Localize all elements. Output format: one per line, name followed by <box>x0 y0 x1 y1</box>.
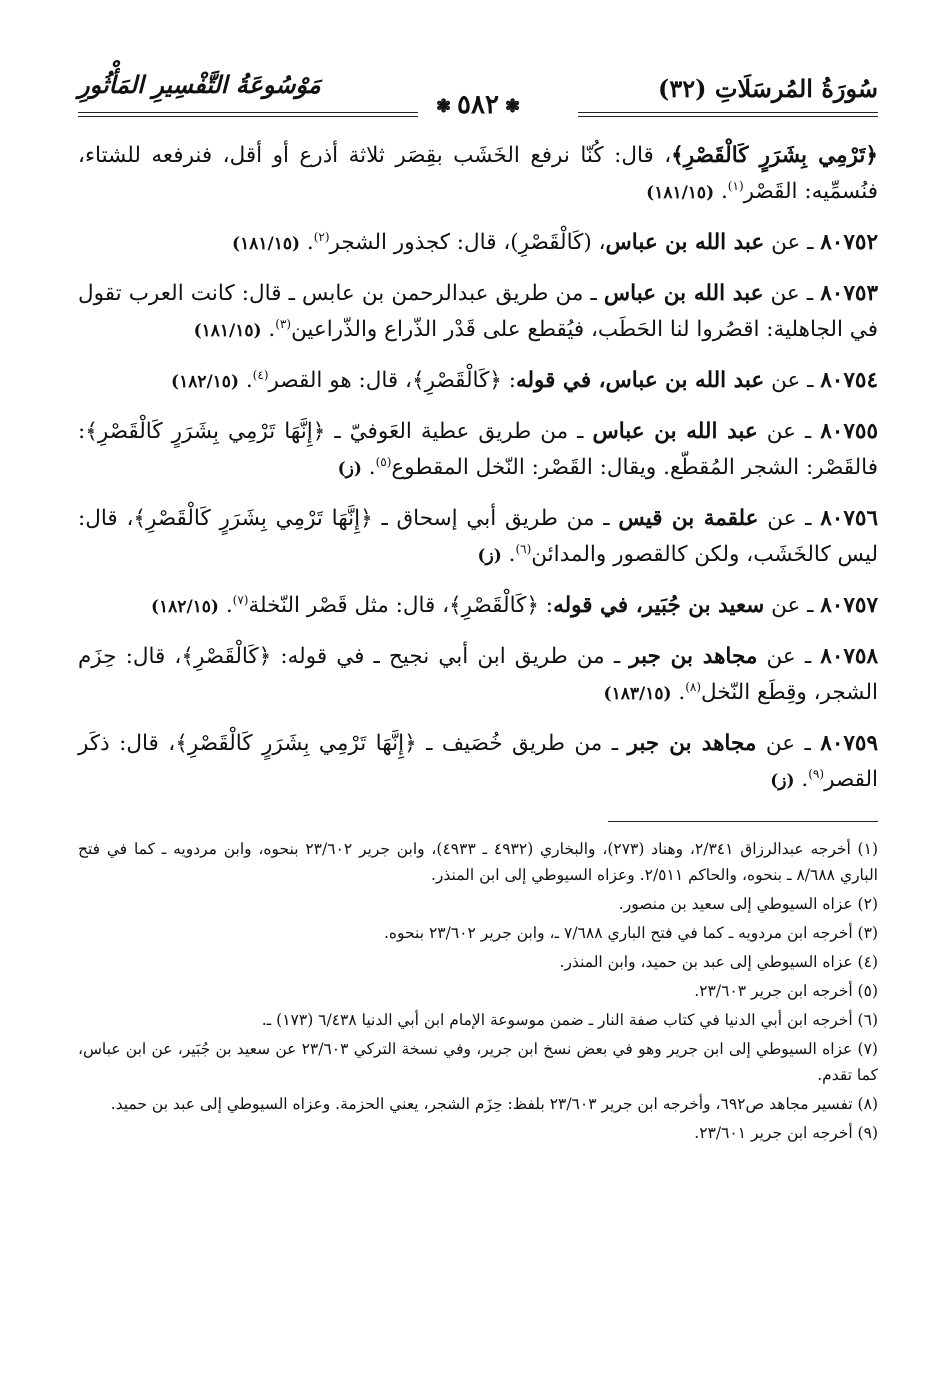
entry-text: ، قال: كُنّا نرفع الخَشَب بقِصَر ثلاثة أذرع أو أقل، فنرفعه للشتاء، فنُسمِّيه: القَصْر <box>78 143 878 204</box>
entry-connector: ـ عن <box>757 644 821 669</box>
entry-text: ـ من طريق عبدالرحمن بن عابس ـ قال: كانت العرب تقول في الجاهلية: اقصُروا لنا الحَطَب، فيُقطع على قَدْر الذّراع والذّراعين <box>78 281 878 342</box>
narrator-name: سعيد بن جُبَير، في قوله <box>553 593 765 618</box>
entry-number: ٨٠٧٥٤ <box>820 368 878 393</box>
source-reference: (ز) <box>770 771 795 791</box>
source-reference: (١٨١/١٥) <box>232 234 301 254</box>
narration-entry <box>78 414 878 487</box>
ornament-icon: ❃ <box>504 95 521 117</box>
entry-number: ٨٠٧٥٦ <box>820 506 878 531</box>
header-rule-left <box>78 112 418 117</box>
footnote: (٢) عزاه السيوطي إلى سعيد بن منصور. <box>618 895 878 913</box>
entry-text: ـ من طريق ابن أبي نجيح ـ في قوله: ﴿كَالْقَصْرِ﴾، قال: حِزَم الشجر، وقِطَع النّخل <box>78 644 878 705</box>
entry-number: ٨٠٧٥٣ <box>820 281 878 306</box>
entry-connector: ـ عن <box>757 419 821 444</box>
entry-end: . <box>678 680 686 705</box>
entry-text: : ﴿كَالْقَصْرِ﴾، قال: هو القصر <box>268 368 516 393</box>
footnote-marker: (٥) <box>375 454 392 469</box>
narrator-name: عبد الله بن عباس <box>605 230 765 255</box>
footnote: (٦) أخرجه ابن أبي الدنيا في كتاب صفة النار ـ ضمن موسوعة الإمام ابن أبي الدنيا ٦/٤٣٨ (١٧٣) ـ. <box>261 1011 878 1029</box>
source-reference: (١٨١/١٥) <box>193 321 262 341</box>
quran-verse: ﴿تَرْمِي بِشَرَرٍ كَالْقَصْرِ﴾ <box>671 143 878 168</box>
source-reference: (ز) <box>477 546 502 566</box>
entry-number: ٨٠٧٥٢ <box>820 230 878 255</box>
entry-end: . <box>801 767 809 792</box>
footnote-marker: (١) <box>727 178 744 193</box>
entry-connector: ـ عن <box>758 506 821 531</box>
surah-title: سُورَةُ المُرسَلَاتِ (٣٢) <box>658 74 878 103</box>
entry-end: . <box>306 230 314 255</box>
narration-entry <box>78 639 878 712</box>
source-reference: (١٨٢/١٥) <box>151 597 219 617</box>
entry-end: . <box>245 368 253 393</box>
footnote: (٣) أخرجه ابن مردويه ـ كما في فتح الباري ٧/٦٨٨ ـ، وابن جرير ٢٣/٦٠٢ بنحوه. <box>384 924 878 942</box>
entry-end: . <box>508 542 516 567</box>
entry-number: ٨٠٧٥٥ <box>820 419 878 444</box>
footnote-marker: (٣) <box>275 316 292 331</box>
entry-connector: ـ عن <box>756 731 821 756</box>
narration-entry <box>78 726 878 799</box>
narrator-name: علقمة بن قيس <box>618 506 759 531</box>
narration-entry <box>78 363 878 400</box>
footnote-separator <box>608 821 878 822</box>
entry-connector: ـ عن <box>764 368 821 393</box>
entry-number: ٨٠٧٥٧ <box>820 593 878 618</box>
source-reference: (ز) <box>337 459 362 479</box>
footnote: (٥) أخرجه ابن جرير ٢٣/٦٠٣. <box>694 982 878 1000</box>
tafsir-body <box>78 138 878 799</box>
intro-paragraph: ﴿تَرْمِي بِشَرَرٍ كَالْقَصْرِ﴾، قال: كُنّا نرفع الخَشَب بقِصَر ثلاثة أذرع أو أقل، فنرفعه للشتاء، فنُسمِّيه: القَصْر$^{(١)}$. (١٨١/١٥) <box>78 143 878 204</box>
footnote-marker: (٦) <box>515 541 532 556</box>
entry-text: : ﴿كَالْقَصْرِ﴾، قال: مثل قَصْر النّخلة <box>248 593 554 618</box>
entry-text: ، (كَالْقَصْرِ)، قال: كجذور الشجر <box>329 230 606 255</box>
footnote-marker: (٢) <box>313 229 330 244</box>
entry-connector: ـ عن <box>764 230 821 255</box>
narration-entry <box>78 225 878 262</box>
footnote: (٧) عزاه السيوطي إلى ابن جرير وهو في بعض نسخ ابن جرير، وفي نسخة التركي ٢٣/٦٠٣ عن سعيد بن جُبَير، عن ابن عباس، كما تقدم. <box>78 1040 878 1084</box>
narrator-name: عبد الله بن عباس <box>592 419 758 444</box>
source-reference: (١٨٢/١٥) <box>171 372 239 392</box>
page-number: ٥٨٢ <box>457 90 499 120</box>
narrator-name: مجاهد بن جبر <box>627 731 757 756</box>
source-reference: (١٨١/١٥) <box>646 183 715 203</box>
footnotes-section <box>78 836 878 1146</box>
footnote-marker: (٤) <box>252 367 269 382</box>
entry-text: ـ من طريق خُصَيف ـ ﴿إِنَّهَا تَرْمِي بِشَرَرٍ كَالْقَصْرِ﴾، قال: ذكَر القصر <box>78 731 878 792</box>
footnote: (٤) عزاه السيوطي إلى عبد بن حميد، وابن المنذر. <box>559 953 878 971</box>
entry-connector: ـ عن <box>764 593 821 618</box>
entry-connector: ـ عن <box>763 281 821 306</box>
footnote-marker: (٨) <box>685 679 702 694</box>
narration-entry <box>78 588 878 625</box>
footnote: (٨) تفسير مجاهد ص٦٩٢، وأخرجه ابن جرير ٢٣/٦٠٣ بلفظ: حِزَم الشجر، يعني الحزمة. وعزاه السيوطي إلى عبد بن حميد. <box>110 1095 878 1113</box>
narrator-name: عبد الله بن عباس، في قوله <box>515 368 765 393</box>
ornament-icon: ❃ <box>435 95 452 117</box>
source-reference: (١٨٣/١٥) <box>603 684 672 704</box>
footnote-marker: (٩) <box>808 766 825 781</box>
entry-number: ٨٠٧٥٨ <box>820 644 879 669</box>
entry-end: . <box>225 593 233 618</box>
narration-entry <box>78 501 878 574</box>
entry-text: ـ من طريق أبي إسحاق ـ ﴿إِنَّهَا تَرْمِي بِشَرَرٍ كَالْقَصْرِ﴾، قال: ليس كالخَشَب، ولكن كالقصور والمدائن <box>78 506 878 567</box>
page-header <box>78 62 878 128</box>
entry-end: . <box>368 455 376 480</box>
narration-entry <box>78 276 878 349</box>
footnote: (٩) أخرجه ابن جرير ٢٣/٦٠١. <box>694 1124 878 1142</box>
book-title: مَوْسُوعَةُ التَّفْسِيرِ المَأْثُورِ <box>78 70 321 99</box>
footnote: (١) أخرجه عبدالرزاق ٢/٣٤١، وهناد (٢٧٣)، والبخاري (٤٩٣٢ ـ ٤٩٣٣)، وابن جرير ٢٣/٦٠٢ بنحوه، وابن مردويه ـ كما في فتح الباري ٨/٦٨٨ ـ بنحوه، والحاكم ٢/٥١١. وعزاه السيوطي إلى ابن المنذر. <box>78 840 878 884</box>
footnote-marker: (٧) <box>232 592 249 607</box>
narrator-name: مجاهد بن جبر <box>629 644 758 669</box>
entry-text: ـ من طريق عطية العَوفيّ ـ ﴿إِنَّهَا تَرْمِي بِشَرَرٍ كَالْقَصْرِ﴾: فالقَصْر: الشجر المُقطّع. ويقال: القَصْر: النّخل المقطوع <box>78 419 878 480</box>
book-page <box>78 62 878 1149</box>
narrator-name: عبد الله بن عباس <box>603 281 764 306</box>
entry-number: ٨٠٧٥٩ <box>820 731 879 756</box>
entry-end: . <box>268 317 276 342</box>
